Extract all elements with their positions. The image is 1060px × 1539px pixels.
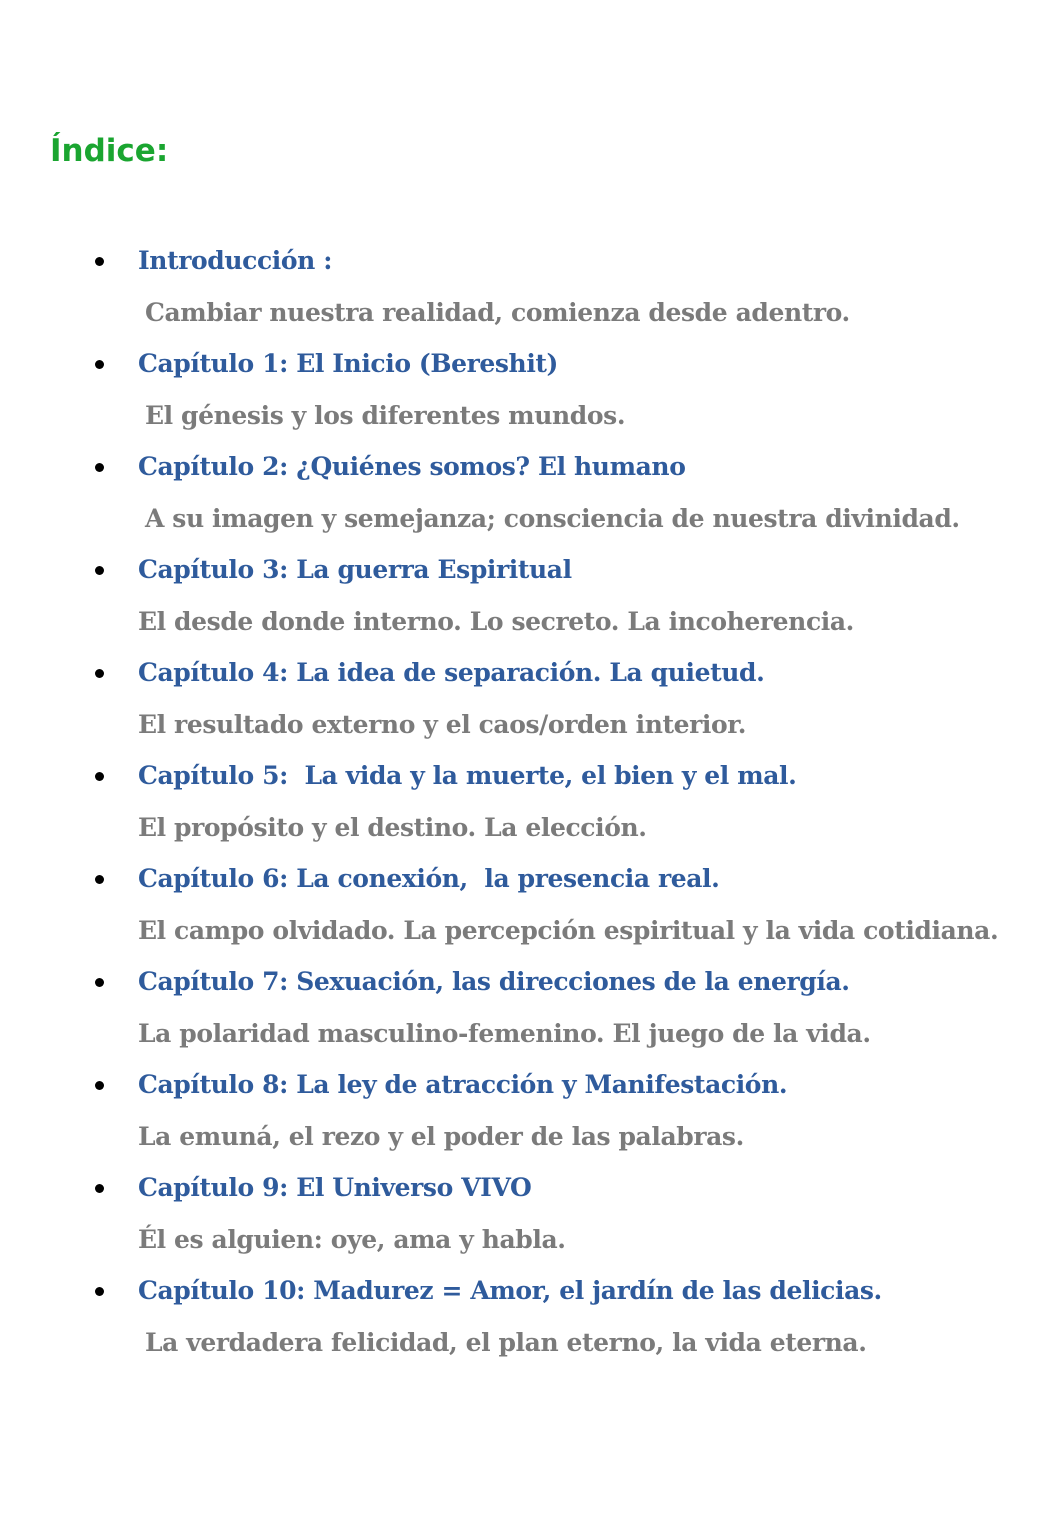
chapter-description: Cambiar nuestra realidad, comienza desde adentro. bbox=[145, 298, 850, 327]
chapter-description: Él es alguien: oye, ama y habla. bbox=[138, 1225, 566, 1254]
chapter-description: El resultado externo y el caos/orden interior. bbox=[138, 710, 747, 739]
chapter-description: El génesis y los diferentes mundos. bbox=[145, 401, 626, 430]
toc-item-chapter-2 bbox=[0, 445, 1060, 548]
bullet-icon bbox=[95, 1184, 104, 1193]
chapter-title: Capítulo 1: El Inicio (Bereshit) bbox=[138, 349, 558, 378]
chapter-description: A su imagen y semejanza; consciencia de nuestra divinidad. bbox=[145, 504, 960, 533]
bullet-icon bbox=[95, 875, 104, 884]
chapter-description: El campo olvidado. La percepción espiritual y la vida cotidiana. bbox=[138, 916, 999, 945]
chapter-title: Capítulo 4: La idea de separación. La quietud. bbox=[138, 658, 765, 687]
bullet-icon bbox=[95, 360, 104, 369]
toc-item-chapter-9 bbox=[0, 1166, 1060, 1269]
toc-item-chapter-10 bbox=[0, 1269, 1060, 1372]
bullet-icon bbox=[95, 669, 104, 678]
chapter-description: La emuná, el rezo y el poder de las palabras. bbox=[138, 1122, 744, 1151]
table-of-contents bbox=[0, 239, 1060, 1372]
chapter-title: Capítulo 2: ¿Quiénes somos? El humano bbox=[138, 452, 686, 481]
chapter-description: La verdadera felicidad, el plan eterno, la vida eterna. bbox=[145, 1328, 867, 1357]
chapter-title: Capítulo 7: Sexuación, las direcciones de la energía. bbox=[138, 967, 850, 996]
bullet-icon bbox=[95, 1081, 104, 1090]
toc-item-chapter-4 bbox=[0, 651, 1060, 754]
toc-item-chapter-5 bbox=[0, 754, 1060, 857]
toc-item-chapter-3 bbox=[0, 548, 1060, 651]
chapter-title: Capítulo 9: El Universo VIVO bbox=[138, 1173, 532, 1202]
chapter-description: La polaridad masculino-femenino. El juego de la vida. bbox=[138, 1019, 871, 1048]
chapter-title: Introducción : bbox=[138, 246, 333, 275]
page-title: Índice: bbox=[50, 133, 169, 169]
chapter-title: Capítulo 8: La ley de atracción y Manifestación. bbox=[138, 1070, 788, 1099]
chapter-description: El propósito y el destino. La elección. bbox=[138, 813, 647, 842]
bullet-icon bbox=[95, 1287, 104, 1296]
bullet-icon bbox=[95, 566, 104, 575]
bullet-icon bbox=[95, 978, 104, 987]
bullet-icon bbox=[95, 772, 104, 781]
toc-item-chapter-6 bbox=[0, 857, 1060, 960]
chapter-title: Capítulo 10: Madurez = Amor, el jardín de las delicias. bbox=[138, 1276, 882, 1305]
chapter-description: El desde donde interno. Lo secreto. La incoherencia. bbox=[138, 607, 854, 636]
chapter-title: Capítulo 6: La conexión, la presencia real. bbox=[138, 864, 720, 893]
bullet-icon bbox=[95, 463, 104, 472]
toc-item-chapter-7 bbox=[0, 960, 1060, 1063]
chapter-title: Capítulo 5: La vida y la muerte, el bien y el mal. bbox=[138, 761, 797, 790]
chapter-title: Capítulo 3: La guerra Espiritual bbox=[138, 555, 572, 584]
toc-item-chapter-1 bbox=[0, 342, 1060, 445]
toc-item-introduction bbox=[0, 239, 1060, 342]
bullet-icon bbox=[95, 257, 104, 266]
toc-item-chapter-8 bbox=[0, 1063, 1060, 1166]
